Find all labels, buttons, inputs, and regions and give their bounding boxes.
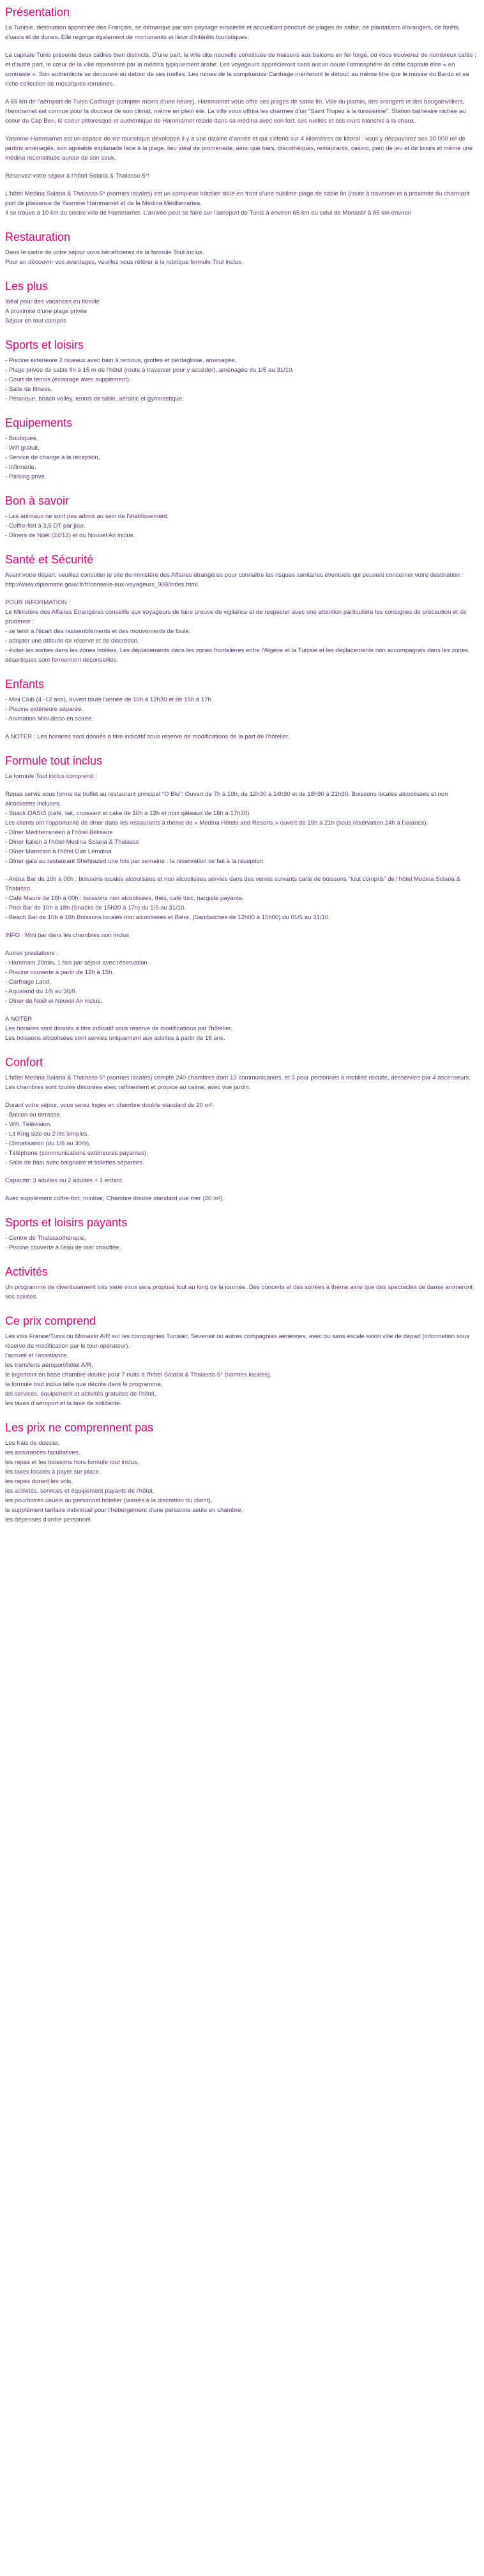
presentation-heading: Présentation (5, 6, 70, 19)
les-plus-heading: Les plus (5, 280, 49, 293)
prix-comprend-heading: Ce prix comprend (5, 1315, 96, 1327)
list-item: les transferts aéroport/hôtel A/R, (5, 1362, 93, 1369)
sports-list (5, 356, 479, 404)
list-item: Idéal pour des vacances en famille (5, 298, 100, 305)
list-item: les repas et les boissons hors formule tout inclus, (5, 1459, 139, 1466)
list-item: - Dîner Marocain à l'hôtel Diar Lemdina (5, 848, 112, 855)
formule-meals-list (5, 789, 479, 866)
enfants-note: A NOTER : Les horaires sont donnés à titre indicatif sous réserve de modifications de la part de l'hôtelier. (5, 733, 290, 740)
paragraph: Capacité: 3 adultes ou 2 adultes + 1 enfant. (5, 1177, 124, 1184)
activites-text: Un programme de divertissement très varié vous sera proposé tout au long de la journée. Des concerts et des soirées à thème ainsi que des spectacles de danse animeront vos soirées. (5, 1284, 473, 1300)
list-item: - Pétanque, beach volley, tennis de table, aérobic et gymnastique. (5, 395, 184, 402)
list-item: - Les animaux ne sont pas admis au sein de l'établissement. (5, 513, 169, 520)
list-item: les taxes d'aéroport et la taxe de solidarité. (5, 1400, 122, 1407)
formule-other-list (5, 949, 479, 1006)
list-item: les pourboires usuels au personnel hôtelier (laissés à la discrétion du client), (5, 1497, 213, 1504)
list-item: Les boissons alcoolisées sont servies uniquement aux adultes à partir de 18 ans. (5, 1035, 225, 1042)
prix-comprend-list (5, 1332, 479, 1408)
list-item: Autres prestations : (5, 950, 58, 957)
list-item: la formule tout inclus telle que décrite dans le programme, (5, 1381, 163, 1388)
confort-section (5, 1051, 479, 1203)
paragraph: L'hôtel Medina Solaria & Thalasso 5* (normes locales) est un complexe hôtelier situé en front d'une sublime plage de sable fin (route à traverser et à proximité du charmant port de plaisance de Yasmine Hammamet et de la Médina Méditerranea. Il se trouve à 10 km du centre ville de Hammamet. L'arrivée peut se faire sur l'aéroport de Tunis à environ 65 km ou celui de Monastir à 85 km environ (5, 190, 470, 217)
equipements-list (5, 434, 479, 482)
list-item: - Carthage Land. (5, 979, 51, 986)
restauration-text (5, 248, 479, 267)
prix-ne-comprend-section (5, 1417, 479, 1525)
list-item: Les horaires sont donnés à titre indicatif sous réserve de modifications par l'hôtelier. (5, 1025, 232, 1032)
list-item: Pour en découvrir vos avantages, veuillez vous référer à la rubrique formule Tout inclus. (5, 259, 243, 266)
list-item: les repas durant les vols, (5, 1478, 73, 1485)
list-item: - Coffre-fort à 3,5 DT par jour. (5, 522, 86, 530)
enfants-list (5, 695, 479, 724)
formule-intro: La formule Tout inclus comprend : (5, 773, 97, 780)
list-item: - Aqualand du 1/6 au 30/9. (5, 988, 77, 995)
list-item: - Piscine extérieure séparée. (5, 706, 84, 713)
list-item: - Mini Club (4 -12 ans), ouvert toute l'année de 10h à 12h30 et de 15h à 17h. (5, 696, 213, 703)
list-item: - Dîners de Noël (24/12) et du Nouvel An inclus. (5, 532, 135, 539)
list-item: - Boutiques, (5, 435, 38, 442)
prix-ne-comprend-heading: Les prix ne comprennent pas (5, 1421, 154, 1434)
sports-payants-heading: Sports et loisirs payants (5, 1216, 128, 1229)
list-item: - Salle de fitness. (5, 386, 52, 393)
list-item: les assurances facultatives, (5, 1449, 80, 1456)
formule-info: INFO : Mini bar dans les chambres non inclus (5, 932, 130, 939)
list-item: l'accueil et l'assistance, (5, 1352, 69, 1359)
list-item: - Piscine couverte à partir de 12h à 15h. (5, 969, 114, 976)
activites-section (5, 1261, 479, 1302)
list-item: - Pool Bar de 10h à 18h (Snacks de 15h30 à 17h) du 1/5 au 31/10. (5, 904, 186, 911)
list-item: Les vols France/Tunis ou Monastir A/R sur les compagnies Tunisair, Sevenair ou autres compagnies aériennes, avec ou sans escale selon ville de départ (information sous réserve de modification par le tour-opérateur). (5, 1333, 470, 1350)
les-plus-section (5, 275, 479, 326)
list-item: - Plage privée de sable fin à 15 m de l'hôtel (route à traverser pour y accéder), aménagée du 1/5 au 31/10. (5, 367, 294, 374)
list-item: - Dîner de Noël et Nouvel An inclus. (5, 998, 102, 1005)
list-item: - Snack OASIS (café, lait, croissant et cake de 10h à 12h et mini gâteaux de 16h à 17h30). (5, 810, 252, 817)
list-item: Repas servis sous forme de buffet au restaurant principal "O Blu": Ouvert de 7h à 10h, de 12h30 à 14h30 et de 18h30 à 21h30. Boissons locales alcoolisées et non alcoolisées incluses. (5, 791, 448, 807)
list-item: - Piscine extérieure 2 niveaux avec bain à remous, grottes et pentaglisse, aménagée, (5, 357, 237, 364)
formule-heading: Formule tout inclus (5, 754, 103, 767)
confort-heading: Confort (5, 1056, 43, 1069)
list-item: - Centre de Thalassothérapie, (5, 1235, 86, 1242)
list-item: Séjour en tout compris (5, 317, 66, 324)
list-item: les dépenses d'ordre personnel. (5, 1516, 93, 1523)
confort-body (5, 1073, 479, 1203)
list-item: A NOTER (5, 1016, 33, 1023)
list-item: - Court de tennis (éclairage avec supplément). (5, 376, 131, 383)
sante-section (5, 549, 479, 665)
list-item: le logement en base chambre double pour 7 nuits à l'hôtel Solaria & Thalasso 5* (normes locales), (5, 1371, 272, 1378)
sports-section (5, 334, 479, 404)
enfants-section (5, 673, 479, 742)
list-item: - Animation Mini disco en soirée. (5, 715, 94, 722)
equipements-section (5, 412, 479, 482)
formule-bars-list (5, 874, 479, 922)
list-item: - Dîner Italien à l'hôtel Medina Solaria & Thalasso (5, 839, 140, 846)
presentation-body (5, 23, 479, 218)
paragraph: Avec supplément coffre-fort, minibar, Chambre double standard vue mer (20 m²). (5, 1195, 225, 1202)
paragraph: Durant votre séjour, vous serez logés en chambre double standard de 20 m²: - Balcon ou terrasse. - Wifi, Télévision. - Lit King size ou 2 lits simples. - Climatisation (du 1/6 au 30/9). - Téléphone (communications extérieures payantes). - Salle de bain avec baignoire et toilettes séparées. (5, 1102, 214, 1166)
paragraph: POUR INFORMATION : Le Ministère des Affaires Etrangères conseille aux voyageurs de faire preuve de vigilance et de respecter avec une attention particulière les consignes de précaution et de prudence : - se tenir à l'écart des rassemblements et des mouvements de foule, - adopter une attitude de réserve et de discrétion, - éviter les sorties dans les zones isolées. Les déplacements dans les zones frontalières entre l'Algérie et la Tunisie et les déplacements non accompagnés dans les zones désertiques sont fermement déconseillés. (5, 599, 468, 664)
list-item: le supplément tarifaire individuel pour l'hébergement d'une personne seule en chambre, (5, 1507, 243, 1514)
paragraph: A 65 km de l'aéroport de Tunis Carthage (compter moins d'une heure), Hammamet vous offre ses plages de sable fin. Ville du jasmin, des orangers et des bougainvilliers, Hammamet est connue pour la douceur de son climat, même en plein été. La ville vous offrira les charmes d'un "Saint Tropez à la tunisienne". Station balnéaire nichée au coeur du Cap Bon, le coeur pittoresque et authentique de Hammamet réside dans sa médina avec son fort, ses ruelles et ses murs blanchis à la chaux. (5, 98, 466, 125)
list-item: - Wifi gratuit, (5, 445, 40, 452)
sante-heading: Santé et Sécurité (5, 553, 94, 566)
paragraph: Avant votre départ, veuillez consulter le site du ministère des Affaires étrangères pour connaître les risques sanitaires éventuels qui peuvent concerner votre destination : http://www.diplomatie.gouv.fr/fr/conseils-aux-voyageurs_909/index.html (5, 572, 464, 588)
les-plus-list (5, 297, 479, 326)
list-item: - Aréna Bar de 10h à 00h : boissons locales alcoolisées et non alcoolisées servies dans des verres suivants carte de boissons "tout compris" de l'hôtel Medina Solaria & Thalasso. (5, 876, 461, 892)
list-item: Les clients ont l'opportunité de dîner dans les restaurants à thème de « Medina Hôtels and Resorts » ouvert de 19h à 21h (sous réservation 24h à l'avance). (5, 819, 428, 827)
list-item: - Parking privé. (5, 473, 47, 480)
paragraph: La Tunisie, destination appréciée des Français, se démarque par son paysage ensoleillé et accueillant ponctué de plages de sable, de plantations d'orangers, de forêts, d'oasis et de dunes. Elle regorge également de monuments et lieux d'intérêts touristiques. (5, 24, 460, 41)
list-item: A proximité d'une plage privée (5, 308, 87, 315)
sports-heading: Sports et loisirs (5, 339, 84, 351)
list-item: - Beach Bar de 10h à 18h Boissons locales non alcoolisées et Bière. (Sandwiches de 12h00 à 15h00) du 01/5 au 31/10. (5, 914, 330, 921)
list-item: Les frais de dossier, (5, 1440, 60, 1447)
prix-comprend-section (5, 1310, 479, 1408)
paragraph: La capitale Tunis présente deux cadres bien distincts. D'une part, la ville dite nouvelle constituée de maisons aux balcons en fer forgé, où vous trouverez de nombreux cafés ; et d'autre part, le cœur de la ville représenté par la médina typiquement arabe. Les voyageurs apprécieront sans aucun doute l'atmosphère de cette capitale élite « en contraste ». Son authenticité se découvre au détour de ses ruelles. Les ruines de la somptueuse Carthage mériteront le détour, au même titre que le musée du Bardo et sa riche collection de mosaïques romaines. (5, 52, 476, 88)
restauration-heading: Restauration (5, 231, 71, 243)
activites-heading: Activités (5, 1265, 49, 1278)
enfants-heading: Enfants (5, 678, 45, 690)
list-item: les activités, services et équipement payants de l'hôtel, (5, 1488, 155, 1495)
list-item: les services, équipement et activités gratuites de l'hôtel, (5, 1391, 156, 1398)
equipements-heading: Equipements (5, 416, 73, 429)
bon-a-savoir-list (5, 512, 479, 540)
list-item: - Café Maure de 16h à 00h : boissons non alcoolisées, thés, café turc, narguilé payante. (5, 895, 244, 902)
bon-a-savoir-section (5, 490, 479, 540)
formule-note-list (5, 1014, 479, 1043)
paragraph: Yasmine-Hammamet est un espace de vie touristique développé il y a une dizaine d'année et qui s'étend sur 4 kilomètres de littoral : vous y découvrirez ses 30 000 m² de jardins aménagés, son agréable esplanade face à la plage, lieu idéal de promenade, ainsi que bars, discothèques, restaurants, casino, parc de jeu et de loisirs et même une médina reconstituée autour de son souk. (5, 135, 473, 162)
list-item: - Hammam 20min, 1 fois par séjour avec réservation . (5, 959, 151, 966)
paragraph: L'hôtel Medina Solaria & Thalasso 5* (normes locales) compte 240 chambres dont 13 communicantes, et 3 pour personnes à mobilité réduite, desservies par 4 ascenseurs. Les chambres sont toutes décorées avec raffinement et propice au calme, avec vue jardin. (5, 1074, 471, 1091)
list-item: Dans le cadre de votre séjour vous bénéficierez de la formule Tout inclus. (5, 249, 204, 256)
list-item: - Dîner gala au restaurant Shehrazed une fois par semaine : la réservation se fait à la réception (5, 858, 264, 865)
list-item: - Infirmerie, (5, 464, 36, 471)
prix-ne-comprend-list (5, 1438, 479, 1525)
formule-section (5, 750, 479, 1043)
bon-a-savoir-heading: Bon à savoir (5, 494, 70, 507)
list-item: - Service de change à la réception, (5, 454, 100, 461)
paragraph: Réservez votre séjour à l'hôtel Solaria & Thalasso 5*! (5, 172, 150, 179)
presentation-section (5, 1, 479, 218)
list-item: - Dîner Méditerranéen à l'hôtel Bélisaire (5, 829, 113, 836)
list-item: les taxes locales à payer sur place, (5, 1468, 101, 1475)
restauration-section (5, 226, 479, 267)
list-item: - Piscine couverte à l'eau de mer chauffée. (5, 1244, 121, 1251)
sports-payants-list (5, 1233, 479, 1253)
sports-payants-section (5, 1212, 479, 1253)
sante-body (5, 570, 479, 665)
